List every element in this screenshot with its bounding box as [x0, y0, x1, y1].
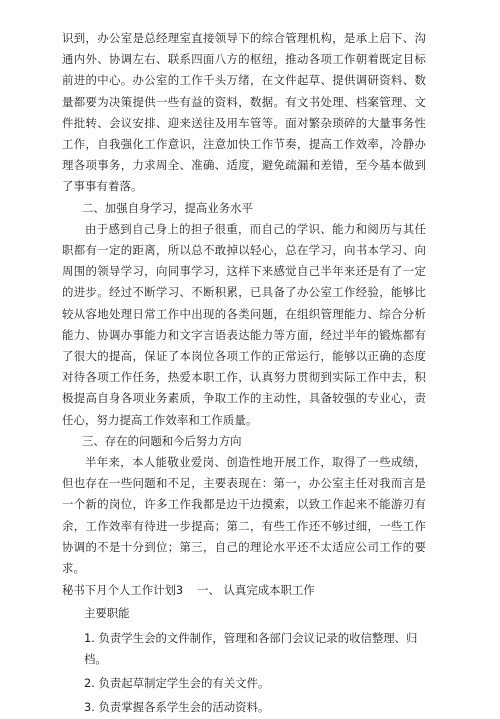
duties-label: 主要职能 — [84, 606, 130, 621]
section-title-line — [62, 580, 426, 601]
section-subtitle: 一、 认真完成本职工作 — [197, 583, 315, 598]
paragraph-problems: 半年来，本人能敬业爱岗、创造性地开展工作，取得了一些成绩，但也存在一些问题和不足，主要表现在：第一，办公室主任对我而言是一个新的岗位，许多工作我都是边干边摸索，以致工作起来不能游刃有余，工作效率有待进一步提高；第二，有些工作还不够过细，一些工作协调的不是十分到位；第三，自己的理论水平还不太适应公司工作的要求。 — [62, 455, 426, 576]
paragraph-study: 由于感到自己身上的担子很重，而自己的学识、能力和阅历与其任职都有一定的距离，所以总不敢掉以轻心，总在学习，向书本学习、向周围的领导学习，向同事学习，这样下来感觉自己半年来还是有了一定的进步。经过不断学习、不断积累，已具备了办公室工作经验，能够比较从容地处理日常工作中出现的各类问题，在组织管理能力、综合分析能力、协调办事能力和文字言语表达能力等方面，经过半年的锻炼都有了很大的提高，保证了本岗位各项工作的正常运行，能够以正确的态度对待各项工作任务，热爱本职工作，认真努力贯彻到实际工作中去，积极提高自身各项业务素质，争取工作的主动性，具备较强的专业心，责任心，努力提高工作效率和工作质量。 — [62, 221, 426, 427]
heading-study: 二、加强自身学习，提高业务水平 — [82, 200, 253, 215]
list-item: 3. 负责掌握各系学生会的活动资料。 — [84, 700, 270, 715]
list-item: 2. 负责起草制定学生会的有关文件。 — [84, 676, 270, 691]
section-title: 秘书下月个人工作计划3 — [62, 583, 184, 598]
paragraph-office-role: 识到，办公室是总经理室直接领导下的综合管理机构，是承上启下、沟通内外、协调左右、联系四面八方的枢纽，推动各项工作朝着既定目标前进的中心。办公室的工作千头万绪，在文件起草、提供调研资料、数量都要为决策提供一些有益的资料，数据。有文书处理、档案管理、文件批转、会议安排、迎来送往及用车管等。面对繁杂琐碎的大量事务性工作，自我强化工作意识，注意加快工作节奏，提高工作效率，冷静办理各项事务，力求周全、准确、适度，避免疏漏和差错，至今基本做到了事事有着落。 — [62, 31, 426, 194]
heading-problems: 三、存在的问题和今后努力方向 — [82, 433, 242, 448]
list-item: 1. 负责学生会的文件制作，管理和各部门会议记录的收信整理、归档。 — [84, 630, 418, 666]
